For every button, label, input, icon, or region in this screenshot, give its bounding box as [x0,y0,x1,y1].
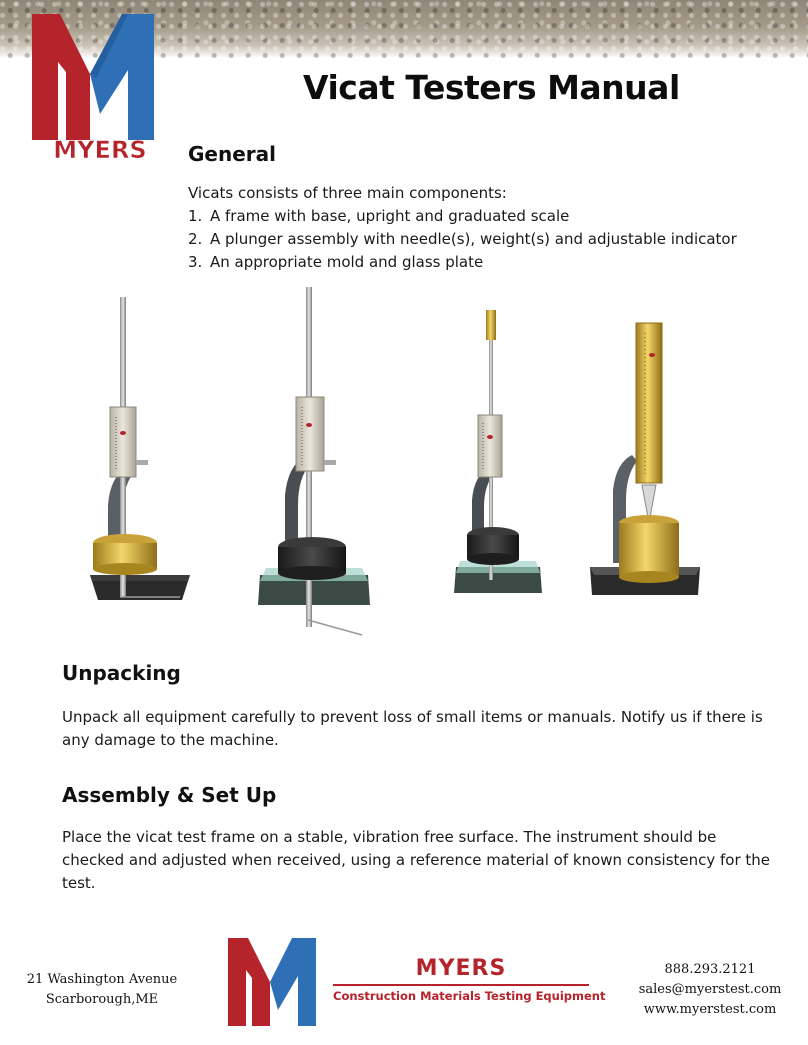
footer-email[interactable]: sales@myerstest.com [638,982,782,997]
footer-contact [630,960,790,1020]
vicat-apparatus-4 [590,323,700,595]
vicat-apparatus-photos [80,285,720,655]
footer-brand-divider [333,984,589,986]
footer-website[interactable]: www.myerstest.com [643,1002,777,1017]
logo-brand-text: MYERS [53,136,147,162]
general-intro: Vicats consists of three main components: [188,184,507,202]
list-item: 3. An appropriate mold and glass plate [188,253,484,271]
footer-brand [333,956,606,1003]
section-heading-unpacking: Unpacking [62,661,181,685]
footer-phone: 888.293.2121 [664,962,756,977]
assembly-paragraph: Place the vicat test frame on a stable, vibration free surface. The instrument should be checked and adjusted when received, using a reference material of known consistency for the test. [62,828,771,892]
footer-brand-name: MYERS [415,956,507,981]
footer-address [22,970,182,1010]
section-heading-general: General [188,142,276,166]
address-line-1: 21 Washington Avenue [26,972,178,987]
vicat-apparatus-1 [90,297,190,600]
section-heading-assembly: Assembly & Set Up [62,783,277,807]
vicat-apparatus-2 [258,287,370,635]
myers-logo [30,12,175,162]
page-title: Vicat Testers Manual [303,68,680,107]
list-item: 1. A frame with base, upright and graduated scale [188,207,570,225]
vicat-apparatus-3 [454,310,542,593]
footer-brand-tagline: Construction Materials Testing Equipment [333,989,606,1003]
unpacking-paragraph: Unpack all equipment carefully to prevent loss of small items or manuals. Notify us if there is any damage to the machine. [62,708,763,749]
footer-logo-icon [226,934,330,1028]
components-list [188,205,737,274]
address-line-2: Scarborough,ME [45,992,159,1007]
list-item: 2. A plunger assembly with needle(s), weight(s) and adjustable indicator [188,230,737,248]
